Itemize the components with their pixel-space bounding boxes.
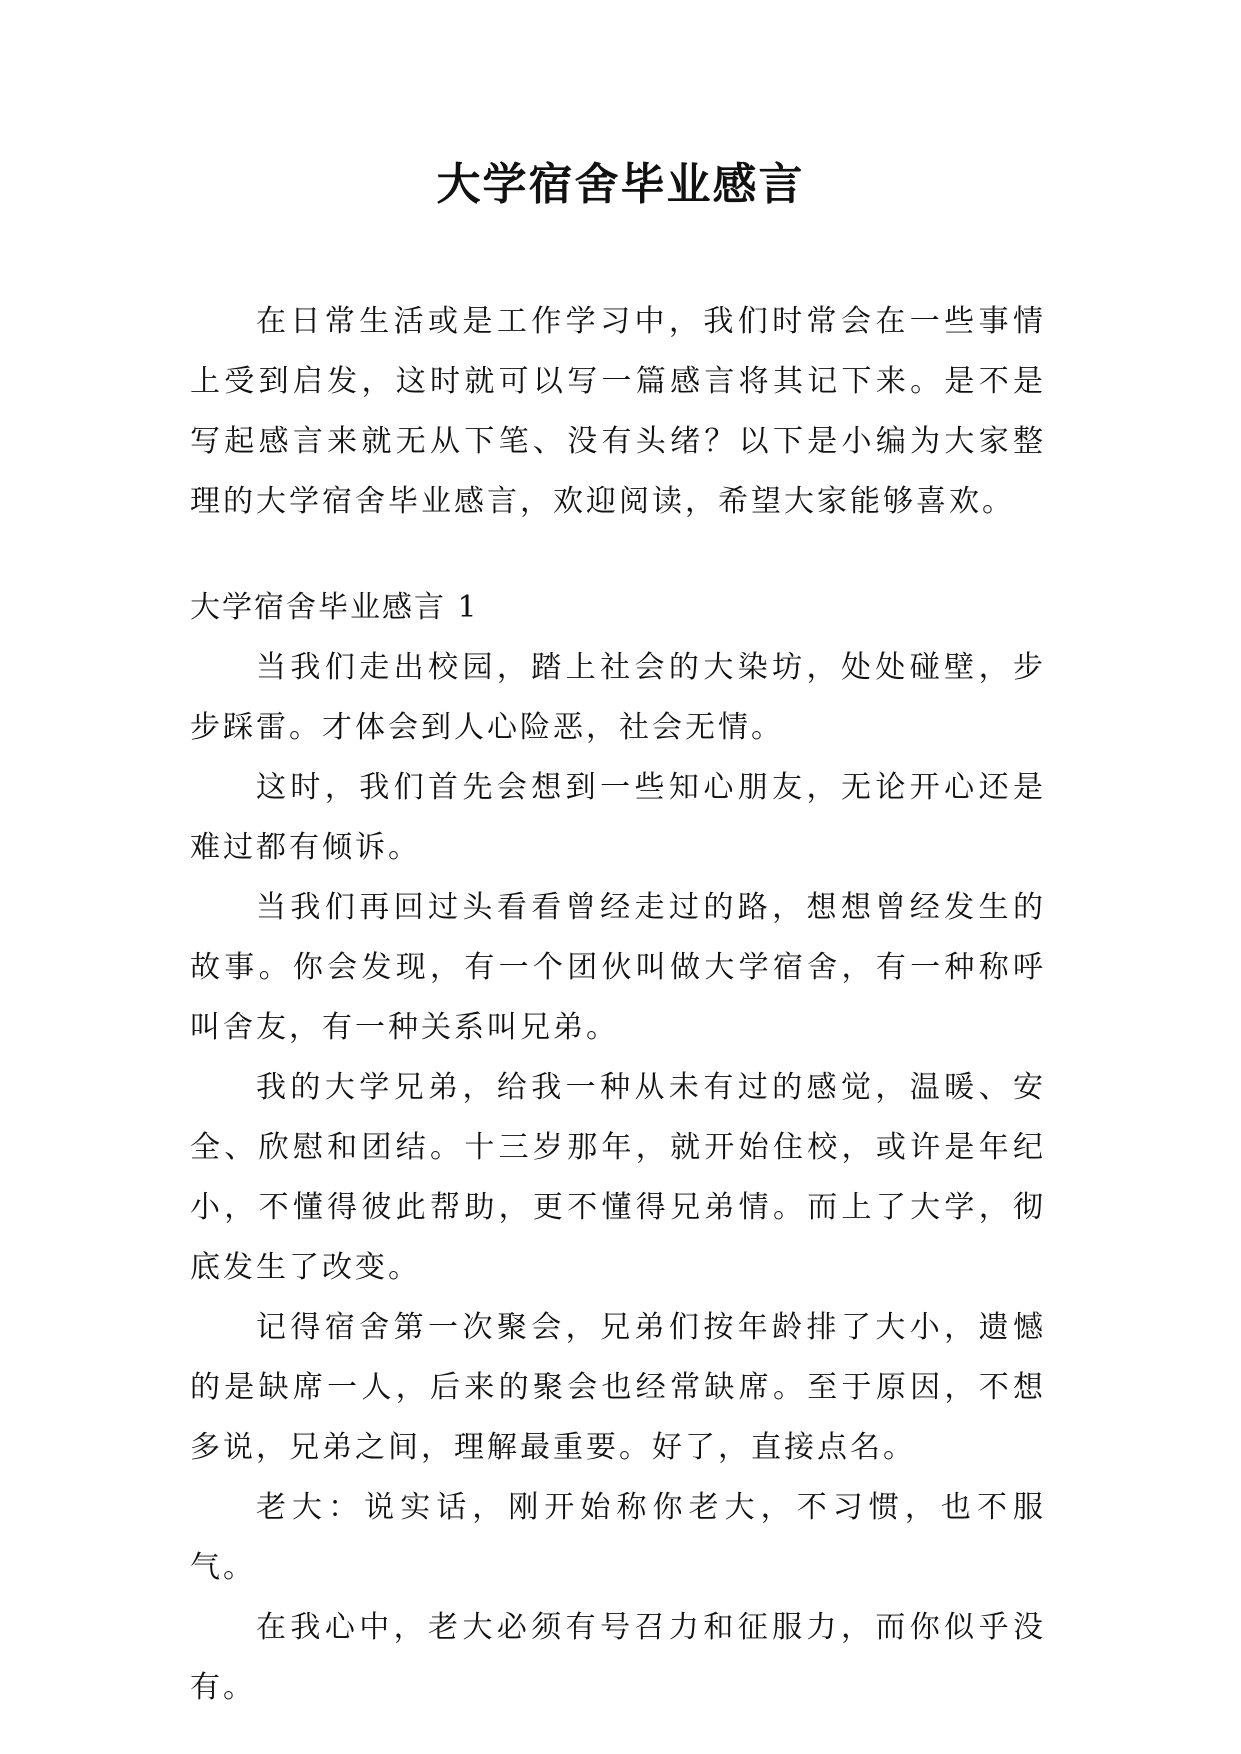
body-paragraph: 老大：说实话，刚开始称你老大，不习惯，也不服气。 (190, 1490, 1046, 1585)
document-body (190, 292, 1046, 1718)
body-paragraph: 当我们走出校园，踏上社会的大染坊，处处碰壁，步步踩雷。才体会到人心险恶，社会无情。 (190, 650, 1046, 745)
document-title: 大学宿舍毕业感言 (436, 159, 805, 210)
section-heading: 大学宿舍毕业感言 1 (190, 590, 479, 625)
body-paragraph: 记得宿舍第一次聚会，兄弟们按年龄排了大小，遗憾的是缺席一人，后来的聚会也经常缺席。至于原因，不想多说，兄弟之间，理解最重要。好了，直接点名。 (190, 1310, 1046, 1465)
body-paragraph: 在我心中，老大必须有号召力和征服力，而你似乎没有。 (190, 1610, 1046, 1705)
body-paragraph: 我的大学兄弟，给我一种从未有过的感觉，温暖、安全、欣慰和团结。十三岁那年，就开始住校，或许是年纪小，不懂得彼此帮助，更不懂得兄弟情。而上了大学，彻底发生了改变。 (190, 1070, 1046, 1285)
body-paragraph: 当我们再回过头看看曾经走过的路，想想曾经发生的故事。你会发现，有一个团伙叫做大学宿舍，有一种称呼叫舍友，有一种关系叫兄弟。 (190, 890, 1046, 1045)
body-paragraph: 这时，我们首先会想到一些知心朋友，无论开心还是难过都有倾诉。 (190, 770, 1046, 865)
intro-paragraph: 在日常生活或是工作学习中，我们时常会在一些事情上受到启发，这时就可以写一篇感言将其记下来。是不是写起感言来就无从下笔、没有头绪？以下是小编为大家整理的大学宿舍毕业感言，欢迎阅读，希望大家能够喜欢。 (190, 304, 1046, 519)
